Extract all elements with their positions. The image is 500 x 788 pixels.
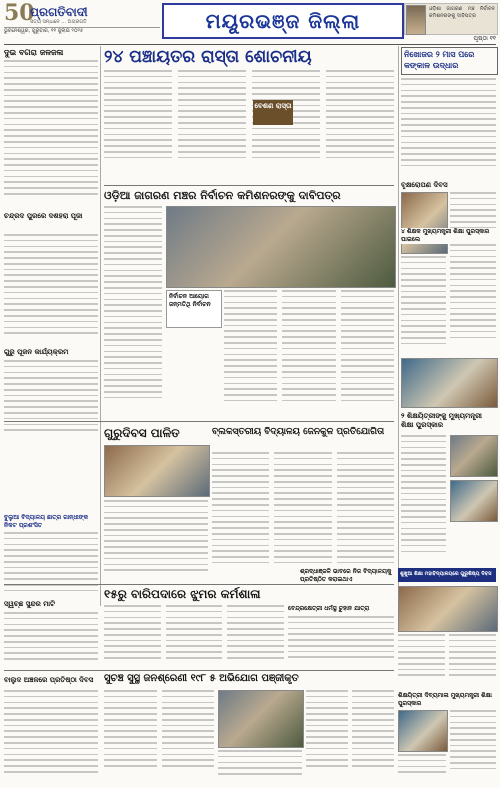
headline-left-top: ଦୁଇ ବଗରା ଜଳଜଳା bbox=[4, 48, 64, 57]
column-rule bbox=[100, 46, 101, 606]
vertical-label: ବେଶଣ ରାସ୍ତା bbox=[253, 100, 293, 125]
advert-photo bbox=[406, 5, 426, 35]
headline-teachers-award: ୨ ଶିକ୍ଷୟିତ୍ରୀଙ୍କୁ ମୁଖ୍ୟମନ୍ତ୍ରୀ ଶିକ୍ଷା ପୁରସ୍କାର bbox=[401, 412, 482, 429]
article-teachers-award bbox=[401, 435, 446, 565]
right-top-headline-box bbox=[401, 47, 498, 75]
headline-guru-dibas: ଗୁରୁଦିବସ ପାଳିତ bbox=[104, 426, 180, 440]
article-pitch bbox=[4, 612, 98, 668]
article-guru-dibas bbox=[104, 500, 208, 580]
headline-bottom: ସୁଚଞ୍ଚ ସୁସ୍ଥ ଜନଶ୍ରେଣୀ ୧୯୮ ୫ ଅଭିଯୋଗ ପଞ୍ଜୀକୃତ bbox=[104, 673, 299, 684]
photo-teacher-1 bbox=[450, 435, 498, 477]
anniversary-number: 50 bbox=[4, 0, 35, 26]
photo-guru-dibas bbox=[104, 445, 210, 497]
headline-small-left: ବୁଲୁଆ ବିଦ୍ୟାଳୟ ଛାତ୍ର ଗାନ୍ଧୀଙ୍କ ନିକଟ ପ୍ରଶଂସିତ bbox=[4, 514, 89, 529]
photo-right-3 bbox=[401, 358, 498, 408]
main-headline: ୨୪ ପଞ୍ଚାୟତର ରାସ୍ତା ଶୋଚନୀୟ bbox=[104, 47, 312, 67]
caption-center: ନିର୍ବାଚନ ଆୟୋଗ ଜନ୍ମତିଥି ନିର୍ବାଚନ bbox=[169, 293, 211, 308]
photo-bottom bbox=[218, 690, 304, 748]
photo-center-group bbox=[166, 206, 396, 288]
article-bottom-1 bbox=[104, 690, 214, 782]
article-bottom-right bbox=[450, 710, 496, 782]
headline-right-2: ବୃକ୍ଷରୋପଣ ଦିବସ bbox=[401, 181, 448, 189]
article-right-2b bbox=[401, 256, 446, 352]
article-small-mid bbox=[288, 616, 394, 668]
headline-right-top: ନିଖୋଜର ୨ ମାସ ପରେ କଙ୍କାଳ ଉଦ୍ଧାର bbox=[404, 50, 475, 70]
headline-workshop: ୧୫ରୁ ବାରିପଦାରେ ଝୁମର କର୍ମଶାଳା bbox=[104, 587, 261, 601]
article-right-top bbox=[401, 78, 496, 178]
headline-right-3: ୪ ଶିକ୍ଷକ ମୁଖ୍ୟମନ୍ତ୍ରୀ ଶିକ୍ଷା ପୁରସ୍କାର ପାଇଲେ bbox=[401, 228, 496, 244]
vidya-banner bbox=[398, 568, 496, 582]
article-center-2-col1 bbox=[104, 206, 162, 416]
article-right-2 bbox=[450, 192, 496, 352]
page-number: ପୃଷ୍ଠା ୧୧ bbox=[473, 35, 496, 42]
article-bottom-2 bbox=[306, 690, 394, 782]
headline-left-3: ଗୁରୁ ପୂଜନ କାର୍ଯ୍ୟକ୍ରମ bbox=[4, 348, 69, 356]
headline-vidya: ଶୁଖୁଆ ଶିକ୍ଷା ମହାବିଦ୍ୟାଳୟରେ ଗୁରୁଶିଷ୍ୟ ଦିବସ bbox=[400, 571, 492, 577]
divider bbox=[104, 185, 394, 186]
article-bottom-left bbox=[4, 690, 98, 782]
headline-left-2: ଚନ୍ଦ୍ରଦ ପୁରରେ ଦଶହରା ପୂଜା bbox=[4, 212, 83, 220]
newspaper-name: ପ୍ରଗତିବାଦୀ bbox=[30, 5, 88, 19]
divider bbox=[4, 670, 394, 671]
article-block-competition bbox=[212, 452, 394, 580]
article-bottom-right-b bbox=[398, 754, 446, 782]
main-article bbox=[104, 70, 394, 182]
advert-text: ଓଡ଼ିଶା ଜାଗରଣ ମଞ୍ଚ ନିର୍ବାଚନ କମିଶନରଙ୍କୁ ଦାବିପତ୍ର bbox=[428, 6, 495, 19]
headline-bottom-left: ବାଲୁଦ ଅଞ୍ଚଳରେ ପ୍ରତିଷ୍ଠା ଦିବସ bbox=[4, 676, 94, 684]
headline-bottom-right: ଶିକ୍ଷୟିତ୍ରୀ ଦିବ୍ୟମାଳା ମୁଖ୍ୟମନ୍ତ୍ରୀ ଶିକ୍ଷା ପୁରସ୍କାର bbox=[398, 692, 492, 707]
dateline: ଭୁବନେଶ୍ୱର, ଗୁରୁବାର, ୧୧ ଜୁଲାଇ ୨୦୨୫ bbox=[4, 27, 160, 36]
divider bbox=[4, 584, 394, 585]
photo-teacher-2 bbox=[450, 480, 498, 522]
caption-box bbox=[166, 290, 222, 328]
newspaper-tagline: ସତ୍ୟ ସନ୍ଧାନେ ... ଅଗ୍ରଗତି bbox=[30, 19, 87, 25]
article-vidya bbox=[398, 634, 496, 688]
article-left-top bbox=[4, 60, 98, 208]
masthead-logo bbox=[4, 0, 98, 26]
article-small-left bbox=[4, 532, 98, 602]
photo-right-2 bbox=[401, 192, 448, 254]
divider bbox=[4, 421, 394, 422]
column-rule bbox=[398, 46, 399, 606]
photo-vidya bbox=[398, 586, 498, 632]
article-bottom-3 bbox=[218, 750, 302, 782]
headline-center-2: ଓଡ଼ିଆ ଜାଗରଣ ମଞ୍ଚର ନିର୍ବାଚନ କମିଶନରଙ୍କୁ ଦାବିପତ୍ର bbox=[104, 189, 341, 202]
article-center-2-cols bbox=[224, 290, 394, 420]
top-right-advert bbox=[404, 3, 498, 35]
district-banner bbox=[162, 3, 404, 39]
headline-pitch: ସ୍ୱଚ୍ଛ ସୁନ୍ଦର ମାଟି bbox=[4, 600, 55, 608]
photo-bottom-right bbox=[398, 710, 448, 752]
top-divider bbox=[4, 44, 496, 45]
headline-small-mid: ବେନ୍ଦ୍ରକ୍ଷେତ୍ରୀ ଧର୍ମସ୍ଥ ଚୁହାନ ଯାତ୍ରା bbox=[288, 605, 370, 612]
headline-tribute: ଶ୍ରଦ୍ଧାଞ୍ଜଳି ଭାବରେ ନିଜ ବିଦ୍ୟାଳୟକୁ ପ୍ରତିଷ୍ଠିତ କରାଇଥାଏ bbox=[300, 568, 392, 583]
article-left-2 bbox=[4, 234, 98, 344]
headline-block-competition: ବ୍ଲକସ୍ତରୀୟ ବିଦ୍ୟାଳୟ ଜେନକୁଳ ପ୍ରତିଯୋଗିତା bbox=[212, 427, 385, 437]
article-left-3 bbox=[4, 360, 98, 440]
article-workshop bbox=[104, 605, 284, 669]
district-title: ମୟୂରଭଞ୍ଜ ଜିଲ୍ଲା bbox=[205, 9, 361, 33]
